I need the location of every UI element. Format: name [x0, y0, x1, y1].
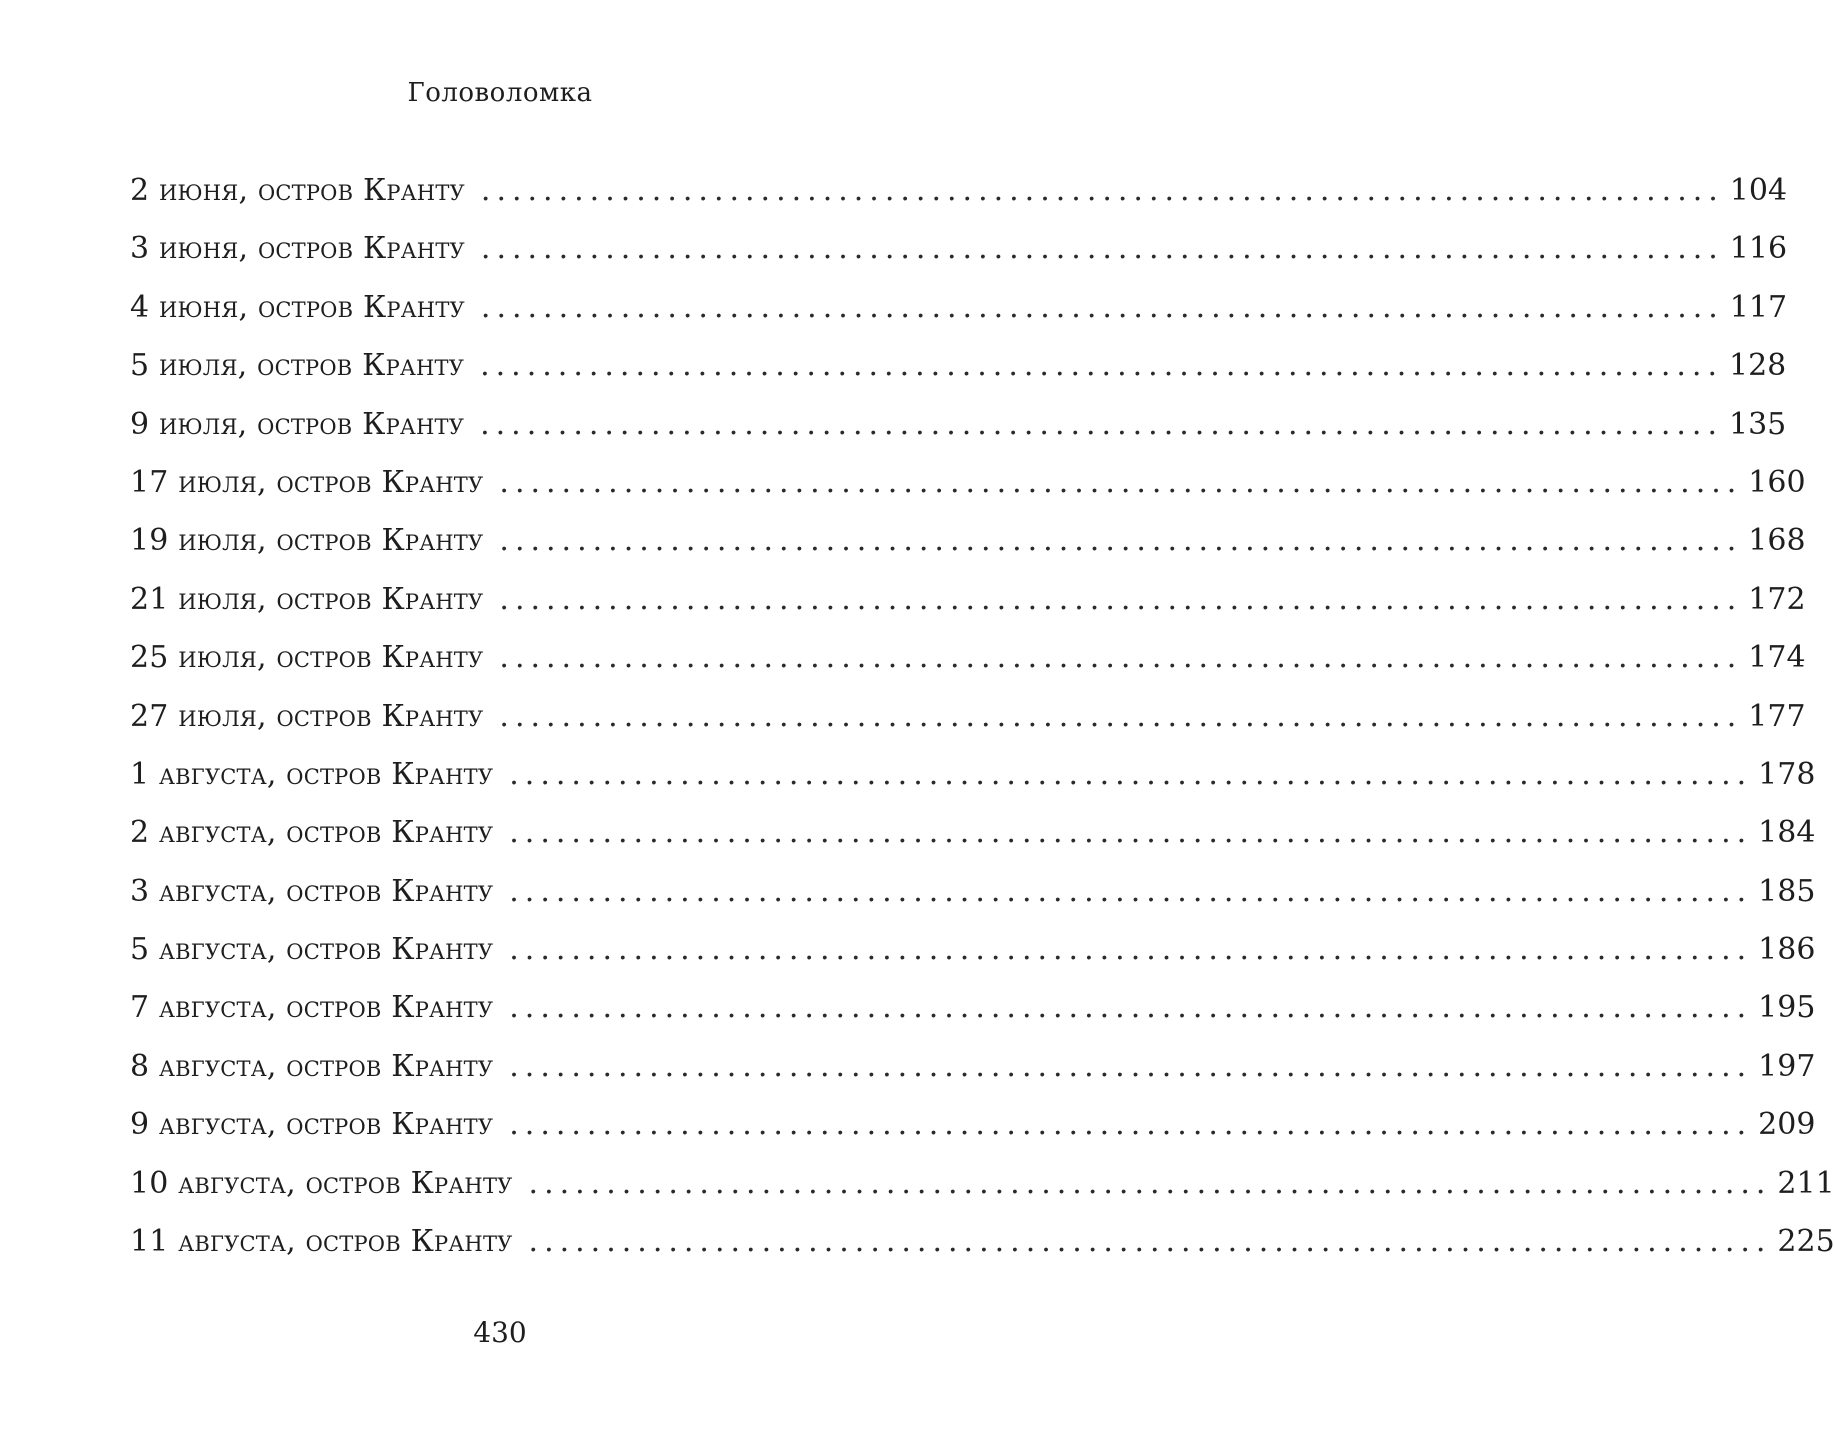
toc-entry-page: 178: [1758, 756, 1816, 792]
toc-entry-title: 1 августа, остров Кранту: [130, 756, 494, 792]
toc-entry-page: 186: [1758, 932, 1816, 968]
toc-entry: [130, 1038, 1816, 1096]
toc-entry: [130, 512, 1806, 570]
dot-leader: ................................................................................: [509, 815, 1753, 851]
toc-entry-title: 10 августа, остров Кранту: [130, 1165, 513, 1201]
toc-entry-page: 209: [1758, 1107, 1816, 1143]
toc-entry-title: 3 июня, остров Кранту: [130, 231, 465, 267]
toc-entry: [130, 1213, 1835, 1271]
dot-leader: ................................................................................: [509, 1107, 1753, 1143]
toc-entry-page: 160: [1748, 464, 1806, 500]
toc-entry: [130, 746, 1816, 804]
toc-entry-page: 174: [1748, 640, 1806, 676]
dot-leader: ................................................................................: [480, 406, 1723, 442]
toc-entry-title: 2 августа, остров Кранту: [130, 815, 494, 851]
dot-leader: ................................................................................: [480, 348, 1723, 384]
dot-leader: ................................................................................: [499, 464, 1743, 500]
dot-leader: ................................................................................: [480, 173, 1724, 208]
toc-entry: [130, 629, 1806, 687]
toc-entry-title: 19 июля, остров Кранту: [130, 523, 484, 559]
toc-entry: [130, 220, 1788, 278]
dot-leader: ................................................................................: [509, 932, 1753, 968]
toc-entry: [130, 279, 1788, 337]
dot-leader: ................................................................................: [499, 523, 1743, 559]
toc-entry: [130, 863, 1816, 921]
toc-entry: [130, 804, 1816, 862]
toc-entry-page: 104: [1729, 173, 1788, 208]
toc-entry-page: 135: [1729, 406, 1787, 442]
toc-entry: [130, 1155, 1835, 1213]
toc-entry-page: 185: [1758, 873, 1816, 909]
dot-leader: ................................................................................: [509, 1048, 1753, 1084]
toc-entry-title: 25 июля, остров Кранту: [130, 640, 484, 676]
toc-entry: [130, 571, 1806, 629]
table-of-contents: [130, 162, 1835, 1271]
toc-entry-page: 197: [1758, 1048, 1816, 1084]
toc-entry: [130, 921, 1816, 979]
dot-leader: ................................................................................: [499, 698, 1743, 734]
dot-leader: ................................................................................: [480, 231, 1724, 267]
toc-entry-title: 27 июля, остров Кранту: [130, 698, 484, 734]
dot-leader: ................................................................................: [499, 640, 1743, 676]
page-number: 430: [473, 1316, 527, 1349]
toc-entry-title: 9 июля, остров Кранту: [130, 406, 465, 442]
toc-entry-title: 17 июля, остров Кранту: [130, 464, 484, 500]
running-head: Головоломка: [407, 78, 593, 108]
toc-entry-page: 172: [1748, 581, 1806, 617]
toc-entry-page: 168: [1748, 523, 1806, 559]
dot-leader: ................................................................................: [528, 1165, 1772, 1201]
toc-entry: [130, 337, 1787, 395]
dot-leader: ................................................................................: [499, 581, 1743, 617]
dot-leader: ................................................................................: [528, 1224, 1772, 1260]
toc-entry-page: 177: [1748, 698, 1806, 734]
toc-entry: [130, 162, 1788, 220]
dot-leader: ................................................................................: [480, 289, 1724, 325]
toc-entry-page: 195: [1758, 990, 1816, 1026]
toc-entry-title: 5 июля, остров Кранту: [130, 348, 465, 384]
toc-entry-title: 11 августа, остров Кранту: [130, 1224, 513, 1260]
toc-entry-title: 5 августа, остров Кранту: [130, 932, 494, 968]
toc-entry-page: 128: [1729, 348, 1787, 384]
toc-entry-title: 4 июня, остров Кранту: [130, 289, 465, 325]
toc-entry-title: 3 августа, остров Кранту: [130, 873, 494, 909]
toc-entry-title: 7 августа, остров Кранту: [130, 990, 494, 1026]
toc-entry-page: 117: [1729, 289, 1788, 325]
toc-entry-title: 21 июля, остров Кранту: [130, 581, 484, 617]
toc-entry-title: 9 августа, остров Кранту: [130, 1107, 494, 1143]
toc-entry-page: 225: [1777, 1224, 1835, 1260]
toc-entry: [130, 688, 1806, 746]
dot-leader: ................................................................................: [509, 990, 1753, 1026]
toc-entry-title: 2 июня, остров Кранту: [130, 173, 465, 208]
toc-entry-page: 116: [1729, 231, 1788, 267]
toc-entry: [130, 979, 1816, 1037]
toc-entry-page: 211: [1777, 1165, 1835, 1201]
toc-entry-page: 184: [1758, 815, 1816, 851]
toc-entry-title: 8 августа, остров Кранту: [130, 1048, 494, 1084]
toc-entry: [130, 1096, 1816, 1154]
dot-leader: ................................................................................: [509, 756, 1753, 792]
toc-entry: [130, 396, 1787, 454]
toc-entry: [130, 454, 1806, 512]
dot-leader: ................................................................................: [509, 873, 1753, 909]
